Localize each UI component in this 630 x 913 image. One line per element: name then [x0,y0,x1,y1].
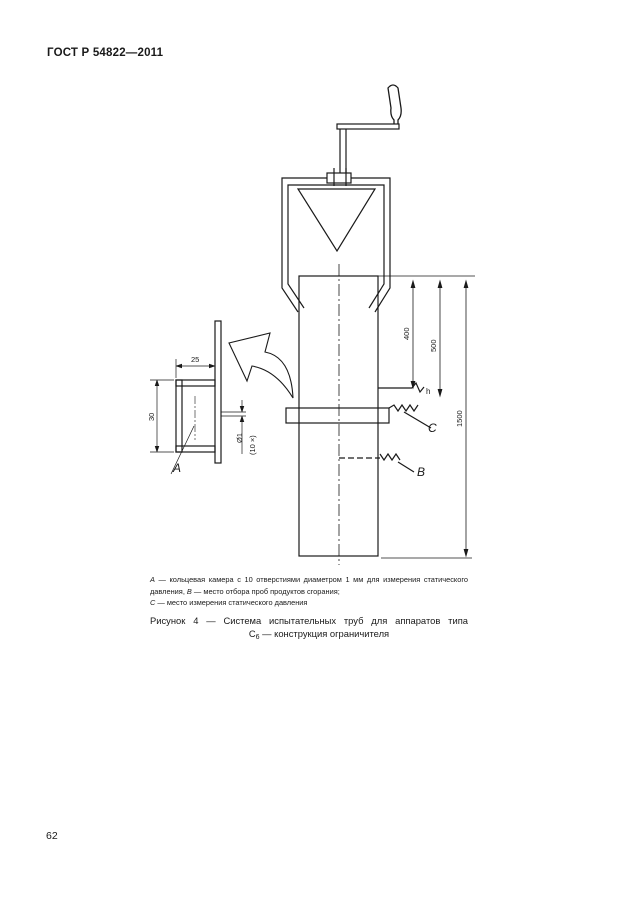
figure-caption [150,614,468,644]
page-number: 62 [46,830,58,842]
cone-deflector [298,189,375,251]
legend-a-letter: A [150,575,155,584]
figure-legend [150,574,468,609]
dimension-30: 30 [147,412,156,421]
label-h: h [426,387,431,396]
legend-b-text: — место отбора проб продуктов сгорания; [191,586,340,596]
annular-chamber-detail [150,321,246,474]
caption-line-2: $C_6$ — конструкция ограничителя [248,628,390,641]
dimension-hole-count: (10 ×) [248,435,257,455]
dimension-500: 500 [429,339,438,352]
caption-line-1: Рисунок 4 — Система испытательных труб для аппаратов типа [150,615,468,626]
label-b: B [417,465,426,479]
legend-c-text: — место измерения статического давления [155,598,308,607]
dimension-hole-diameter: Ø1 [235,432,244,443]
dimension-1500: 1500 [455,410,464,427]
dimension-400: 400 [402,327,411,340]
crank-handle [337,85,401,176]
label-a: A [173,461,182,475]
dimension-25: 25 [191,355,200,364]
legend-a-text: — кольцевая камера с 10 отверстиями диаметром 1 мм для измерения статического давления, [150,575,468,596]
test-pipe [286,264,389,565]
label-c: C [428,421,437,435]
sampling-fitting-b [339,454,414,472]
legend-b-letter: B [186,586,192,596]
detail-pointer-arrow [229,333,293,398]
legend-c-letter: C [150,598,156,607]
measurement-fitting-c [378,383,431,428]
standard-header: ГОСТ Р 54822—2011 [47,47,164,59]
